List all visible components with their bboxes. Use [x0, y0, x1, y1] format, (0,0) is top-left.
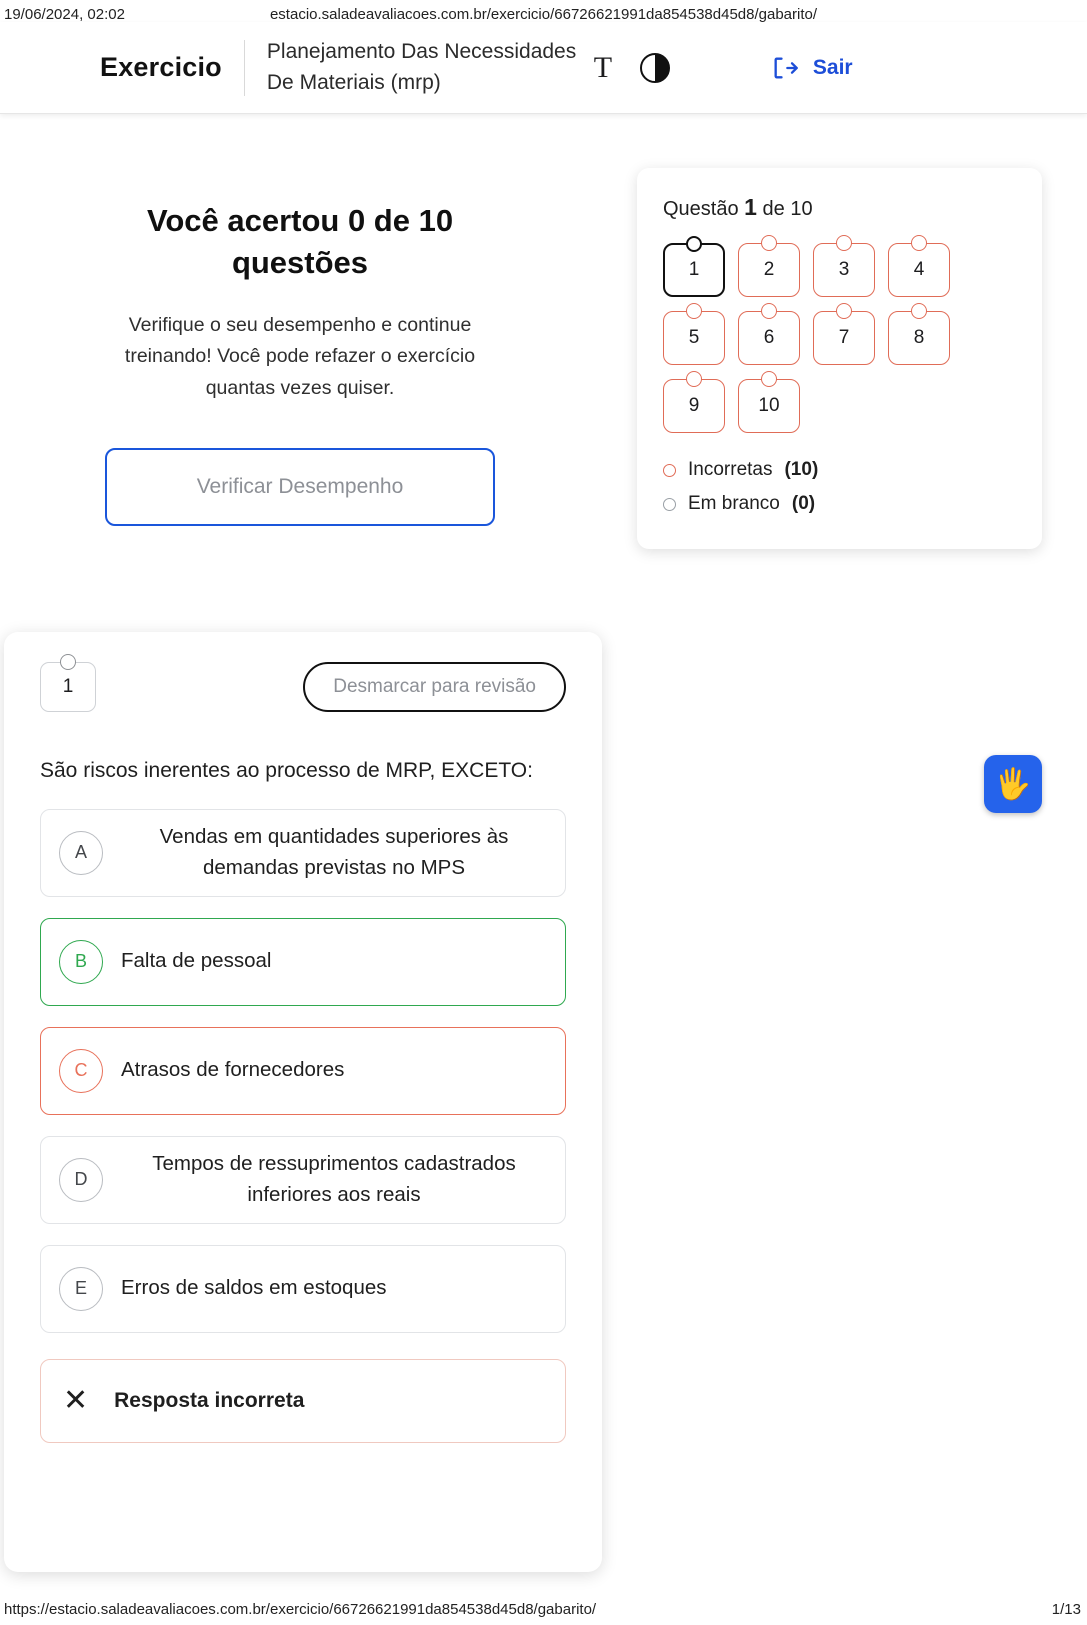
- question-box-7[interactable]: 7: [813, 311, 875, 365]
- legend-incorrect-count: (10): [784, 459, 819, 480]
- alternative-d-key: D: [59, 1158, 103, 1202]
- result-title: Você acertou 0 de 10 questões: [146, 203, 454, 280]
- feedback-label: Resposta incorreta: [114, 1388, 305, 1412]
- alternative-e-key: E: [59, 1267, 103, 1311]
- print-footer: [0, 1599, 1087, 1619]
- alternative-c-text: Atrasos de fornecedores: [121, 1058, 345, 1082]
- navigator-heading: [663, 194, 1016, 221]
- question-statement: São riscos inerentes ao processo de MRP, EXCETO:: [40, 759, 533, 782]
- question-box-1[interactable]: 1: [663, 243, 725, 297]
- navigator-heading-prefix: Questão: [663, 198, 739, 220]
- alternative-e-text: Erros de saldos em estoques: [121, 1276, 387, 1300]
- legend-incorrect: [663, 459, 1016, 481]
- alternative-b-key: B: [59, 940, 103, 984]
- legend-blank: [663, 493, 1016, 515]
- legend-incorrect-label: Incorretas: [688, 459, 773, 480]
- navigator-heading-suffix: de 10: [762, 198, 813, 220]
- question-status-dot: [836, 235, 852, 251]
- question-status-dot: [60, 654, 76, 670]
- text-size-icon[interactable]: T: [593, 50, 613, 84]
- print-page-number: 1/13: [1051, 1600, 1081, 1618]
- unmark-review-button[interactable]: Desmarcar para revisão: [303, 662, 566, 712]
- question-status-dot: [761, 371, 777, 387]
- question-status-dot: [686, 371, 702, 387]
- legend-blank-dot: [663, 498, 676, 511]
- alternative-a-key: A: [59, 831, 103, 875]
- alternative-a-text: Vendas em quantidades superiores às demandas previstas no MPS: [159, 824, 509, 879]
- alternative-c[interactable]: [40, 1027, 566, 1115]
- alternative-a[interactable]: [40, 809, 566, 897]
- question-box-10[interactable]: 10: [738, 379, 800, 433]
- navigator-legend: [663, 459, 1016, 515]
- print-timestamp: 19/06/2024, 02:02: [4, 5, 125, 23]
- question-box-6[interactable]: 6: [738, 311, 800, 365]
- question-box-9[interactable]: 9: [663, 379, 725, 433]
- alternative-d-text: Tempos de ressuprimentos cadastrados inferiores aos reais: [152, 1151, 516, 1206]
- question-status-dot: [911, 235, 927, 251]
- app-header: [0, 22, 1087, 114]
- question-grid: [663, 243, 1016, 433]
- print-url-top: estacio.saladeavaliacoes.com.br/exercicio/66726621991da854538d45d8/gabarito/: [269, 5, 818, 23]
- question-box-3[interactable]: 3: [813, 243, 875, 297]
- logout-button[interactable]: [771, 54, 853, 82]
- question-card: [4, 632, 602, 1572]
- question-status-dot: [686, 303, 702, 319]
- question-status-dot: [761, 235, 777, 251]
- alternative-c-key: C: [59, 1049, 103, 1093]
- legend-blank-label: Em branco: [688, 493, 780, 514]
- result-description: Verifique o seu desempenho e continue treinando! Você pode refazer o exercício quantas vezes quiser.: [124, 313, 476, 399]
- logout-icon: [771, 54, 799, 82]
- question-box-2[interactable]: 2: [738, 243, 800, 297]
- check-performance-button[interactable]: Verificar Desempenho: [105, 448, 495, 526]
- alternative-e[interactable]: [40, 1245, 566, 1333]
- print-url-bottom: https://estacio.saladeavaliacoes.com.br/exercicio/66726621991da854538d45d8/gabarito/: [4, 1600, 597, 1618]
- question-status-dot: [761, 303, 777, 319]
- legend-incorrect-dot: [663, 464, 676, 477]
- question-status-dot: [836, 303, 852, 319]
- question-status-dot: [686, 236, 702, 252]
- question-box-5[interactable]: 5: [663, 311, 725, 365]
- contrast-icon[interactable]: [629, 42, 681, 94]
- question-number-badge: 1: [40, 662, 96, 712]
- app-brand: Exercicio: [100, 52, 222, 82]
- close-x-icon: ✕: [63, 1383, 89, 1417]
- question-navigator: [637, 168, 1042, 549]
- navigator-current-question: 1: [744, 194, 757, 220]
- logout-label: Sair: [812, 55, 853, 79]
- question-card-header: [40, 662, 566, 712]
- sign-language-hand-icon[interactable]: 🖐: [984, 755, 1042, 813]
- alternative-b-text: Falta de pessoal: [121, 949, 272, 973]
- header-divider: [244, 40, 245, 96]
- page-title: Planejamento Das Necessidades De Materiais (mrp): [266, 40, 577, 94]
- alternative-b[interactable]: [40, 918, 566, 1006]
- question-box-4[interactable]: 4: [888, 243, 950, 297]
- question-box-8[interactable]: 8: [888, 311, 950, 365]
- question-status-dot: [911, 303, 927, 319]
- legend-blank-count: (0): [791, 493, 816, 514]
- answer-feedback: [40, 1359, 566, 1443]
- alternative-d[interactable]: [40, 1136, 566, 1224]
- print-header: [0, 4, 1087, 24]
- result-summary: [90, 200, 510, 526]
